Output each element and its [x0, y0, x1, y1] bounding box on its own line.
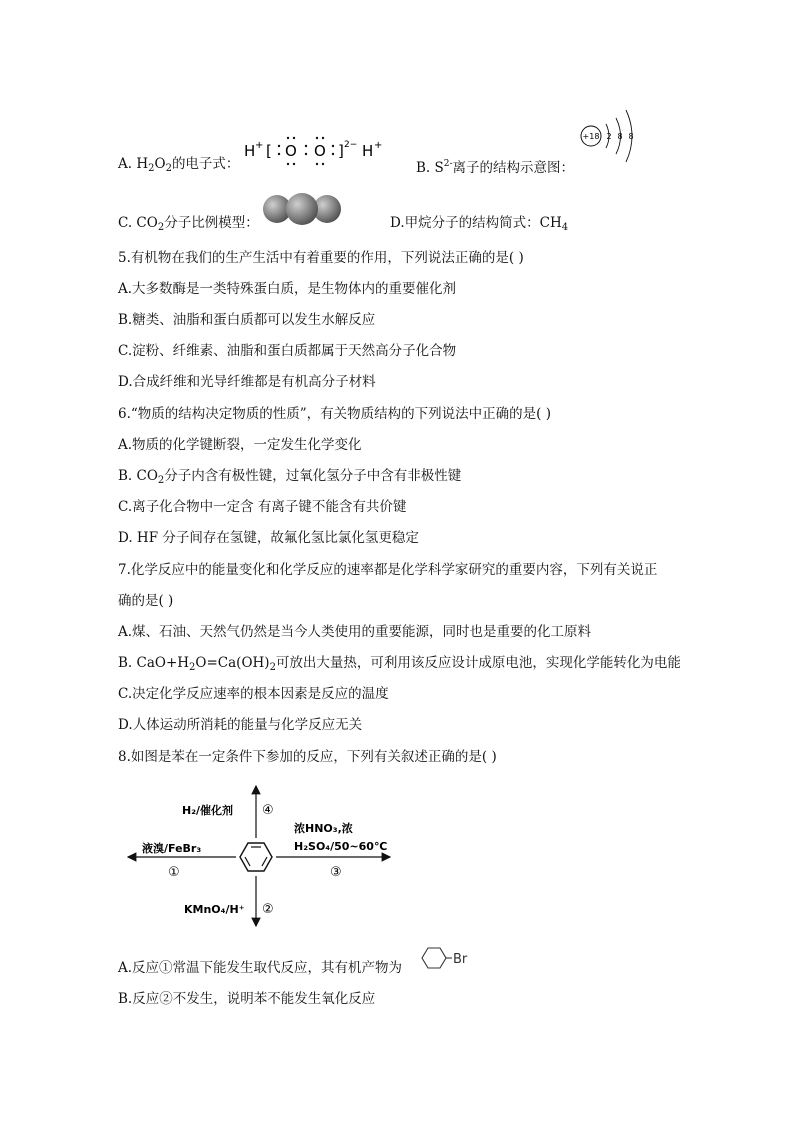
label-liquid-bromine: 液溴/FeBr₃ [142, 842, 202, 855]
q7-option-d: D.人体运动所消耗的能量与化学反应无关 [118, 717, 363, 733]
q7-stem-line2: 确的是( ) [118, 593, 174, 609]
q6-option-c: C.离子化合物中一定含 有离子键不能含有共价键 [118, 499, 407, 515]
label-num-2: ② [262, 902, 274, 917]
label-h2-catalyst: H₂/催化剂 [182, 804, 234, 817]
q4-option-b: B. $S^{2-}$离子的结构示意图： [416, 159, 575, 176]
formula-o2: O [314, 142, 326, 160]
formula-charge: 2− [344, 140, 358, 150]
label-num-4: ④ [262, 803, 274, 818]
q5-option-c: C.淀粉、纤维素、油脂和蛋白质都属于天然高分子化合物 [118, 343, 457, 359]
co2-space-filling-model [262, 192, 342, 226]
formula-plus1: + [255, 140, 264, 151]
q7-option-a: A.煤、石油、天然气仍然是当今人类使用的重要能源，同时也是重要的化工原料 [118, 624, 592, 640]
q4-option-c: C. $CO_2$分子比例模型： [118, 215, 259, 233]
shell-1-count: 2 [606, 132, 612, 141]
q8-stem: 8.如图是苯在一定条件下参加的反应，下列有关叙述正确的是( ) [118, 749, 497, 765]
benzene-ring [240, 843, 272, 871]
formula-h1: H [244, 142, 256, 160]
sulfide-ion-structure-diagram [576, 106, 642, 166]
label-h2so4-temp: H₂SO₄/50~60℃ [294, 840, 388, 853]
shell-3-count: 8 [628, 132, 634, 141]
label-num-3: ③ [330, 865, 342, 880]
formula-bracket-right: ] [338, 142, 344, 160]
q5-stem: 5.有机物在我们的生产生活中有着重要的作用，下列说法正确的是( ) [118, 250, 524, 266]
q5-option-b: B.糖类、油脂和蛋白质都可以发生水解反应 [118, 312, 376, 328]
label-kmno4: KMnO₄/H⁺ [184, 903, 245, 916]
q7-option-c: C.决定化学反应速率的根本因素是反应的温度 [118, 686, 389, 702]
q5-option-d: D.合成纤维和光导纤维都是有机高分子材料 [118, 374, 376, 390]
q6-option-d: D. HF 分子间存在氢键，故氟化氢比氯化氢更稳定 [118, 530, 419, 546]
h2o2-electron-formula [240, 134, 390, 170]
benzene-reaction-diagram [124, 780, 396, 928]
bromocyclohexane-structure [414, 942, 470, 974]
formula-plus2: + [374, 140, 383, 151]
nucleus-charge: +18 [582, 132, 600, 141]
label-num-1: ① [168, 865, 180, 880]
q5-option-a: A.大多数酶是一类特殊蛋白质，是生物体内的重要催化剂 [118, 281, 457, 297]
q8-option-a: A.反应①常温下能发生取代反应，其有机产物为 [118, 960, 403, 976]
label-conc-hno3: 浓HNO₃,浓 [294, 822, 353, 835]
formula-h2: H [362, 142, 374, 160]
q8-option-b: B.反应②不发生，说明苯不能发生氧化反应 [118, 991, 376, 1007]
formula-o1: O [285, 142, 297, 160]
q6-option-b: B. $CO_2$分子内含有极性键，过氧化氢分子中含有非极性键 [118, 468, 462, 486]
formula-bracket-left: [ [266, 142, 272, 160]
bromo-label: Br [453, 952, 468, 967]
q4-option-d: D.甲烷分子的结构简式：$CH_4$ [390, 215, 569, 233]
q6-option-a: A.物质的化学键断裂，一定发生化学变化 [118, 437, 362, 453]
q6-stem: 6.“物质的结构决定物质的性质”，有关物质结构的下列说法中正确的是( ) [118, 406, 552, 422]
q7-stem-line1: 7.化学反应中的能量变化和化学反应的速率都是化学科学家研究的重要内容，下列有关说正 [118, 562, 658, 578]
q7-option-b: B. $CaO+H_2O=Ca(OH)_2$可放出大量热，可利用该反应设计成原电池，实现化学能转化为电能 [118, 655, 681, 673]
q4-option-a: A. $H_2O_2$的电子式： [118, 156, 240, 174]
shell-2-count: 8 [617, 132, 623, 141]
